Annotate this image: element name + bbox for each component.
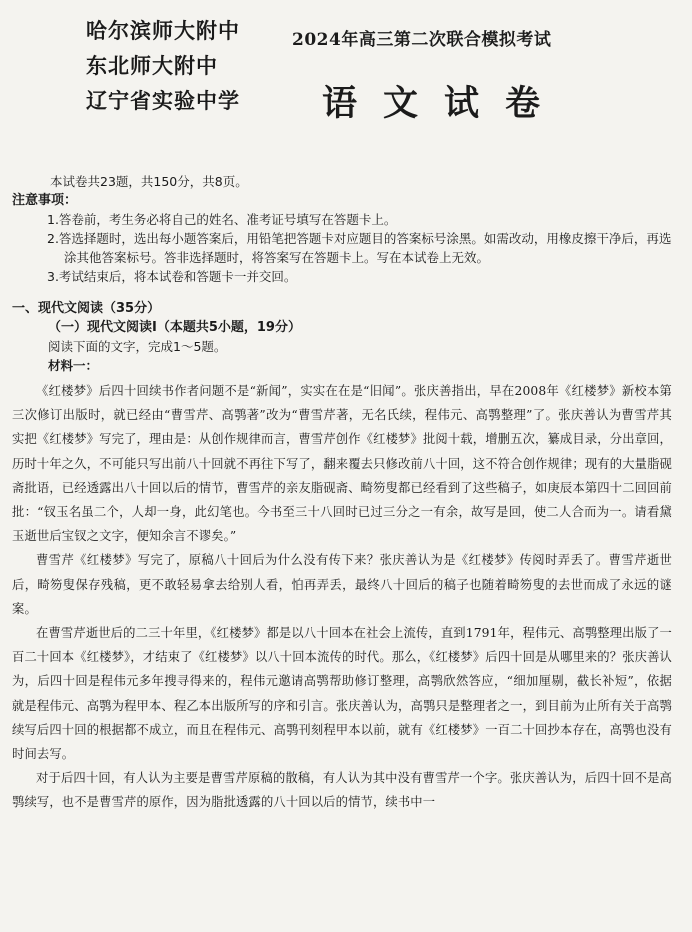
reading-instruction: 阅读下面的文字，完成1～5题。 xyxy=(48,339,227,354)
notice-item: 3.考试结束后，将本试卷和答题卡一并交回。 xyxy=(47,269,297,284)
exam-title: 2024年高三第二次联合模拟考试 xyxy=(292,30,552,50)
passage-paragraph: 对于后四十回，有人认为主要是曹雪芹原稿的散稿，有人认为其中没有曹雪芹一个字。张庆善认为，后四十回不是高鹗续写，也不是曹雪芹的原作，因为脂批透露的八十回以后的情节，续书中一 xyxy=(12,771,672,810)
school-name: 东北师大附中 xyxy=(86,54,218,78)
notice-list xyxy=(12,210,672,286)
material-label: 材料一： xyxy=(48,358,99,373)
passage-paragraph: 《红楼梦》后四十回续书作者问题不是“新闻”，实实在在是“旧闻”。张庆善指出，早在2008年《红楼梦》新校本第三次修订出版时，就已经由“曹雪芹、高鹗著”改为“曹雪芹著，无名氏续，程伟元、高鹗整理”了。张庆善认为曹雪芹其实把《红楼梦》写完了，理由是：从创作规律而言，曹雪芹创作《红楼梦》批阅十载，增删五次，纂成目录，分出章回，历时十年之久，不可能只写出前八十回就不再往下写了，翻来覆去只修改前八十回，这不符合创作规律；现有的大量脂砚斋批语，已经透露出八十回以后的情节，曹雪芹的亲友脂砚斋、畸笏叟都已经看到了这些稿子，如庚辰本第四十二回回前批：“钗玉名虽二个，人却一身，此幻笔也。今书至三十八回时已过三分之一有余，故写是回，使二人合而为一。请看黛玉逝世后宝钗之文字，便知余言不谬矣。” xyxy=(12,384,672,544)
school-list xyxy=(86,14,276,119)
section-title: 一、现代文阅读（35分） xyxy=(12,301,161,316)
exam-content xyxy=(12,172,672,815)
exam-intro: 本试卷共23题，共150分，共8页。 xyxy=(50,174,248,189)
subject-title: 语文试卷 xyxy=(322,83,567,124)
notice-item: 2.答选择题时，选出每小题答案后，用铅笔把答题卡对应题目的答案标号涂黑。如需改动，用橡皮擦干净后，再选涂其他答案标号。答非选择题时，将答案写在答题卡上。写在本试卷上无效。 xyxy=(47,231,672,265)
notice-item: 1.答卷前，考生务必将自己的姓名、准考证号填写在答题卡上。 xyxy=(47,212,397,227)
subsection-title: （一）现代文阅读Ⅰ（本题共5小题，19分） xyxy=(48,320,301,335)
passage-paragraph: 在曹雪芹逝世后的二三十年里，《红楼梦》都是以八十回本在社会上流传，直到1791年，程伟元、高鹗整理出版了一百二十回本《红楼梦》，才结束了《红楼梦》以八十回本流传的时代。那么，《红楼梦》后四十回是从哪里来的？张庆善认为，后四十回是程伟元多年搜寻得来的，程伟元邀请高鹗帮助修订整理，高鹗欣然答应，“细加厘剔，截长补短”，依据就是程伟元、高鹗为程甲本、程乙本出版所写的序和引言。张庆善认为，高鹗只是整理者之一，到目前为止所有关于高鹗续写后四十回的根据都不成立，而且在程伟元、高鹗刊刻程甲本以前，就有《红楼梦》一百二十回抄本存在，高鹗也没有时间去写。 xyxy=(12,626,672,762)
school-name: 辽宁省实验中学 xyxy=(86,89,240,113)
school-name: 哈尔滨师大附中 xyxy=(86,19,240,43)
passage-paragraph: 曹雪芹《红楼梦》写完了，原稿八十回后为什么没有传下来？张庆善认为是《红楼梦》传阅时弄丢了。曹雪芹逝世后，畸笏叟保存残稿，更不敢轻易拿去给别人看，怕再弄丢，最终八十回后的稿子也随着畸笏叟的去世而成了永远的谜案。 xyxy=(12,553,672,616)
notice-title: 注意事项： xyxy=(12,193,78,208)
